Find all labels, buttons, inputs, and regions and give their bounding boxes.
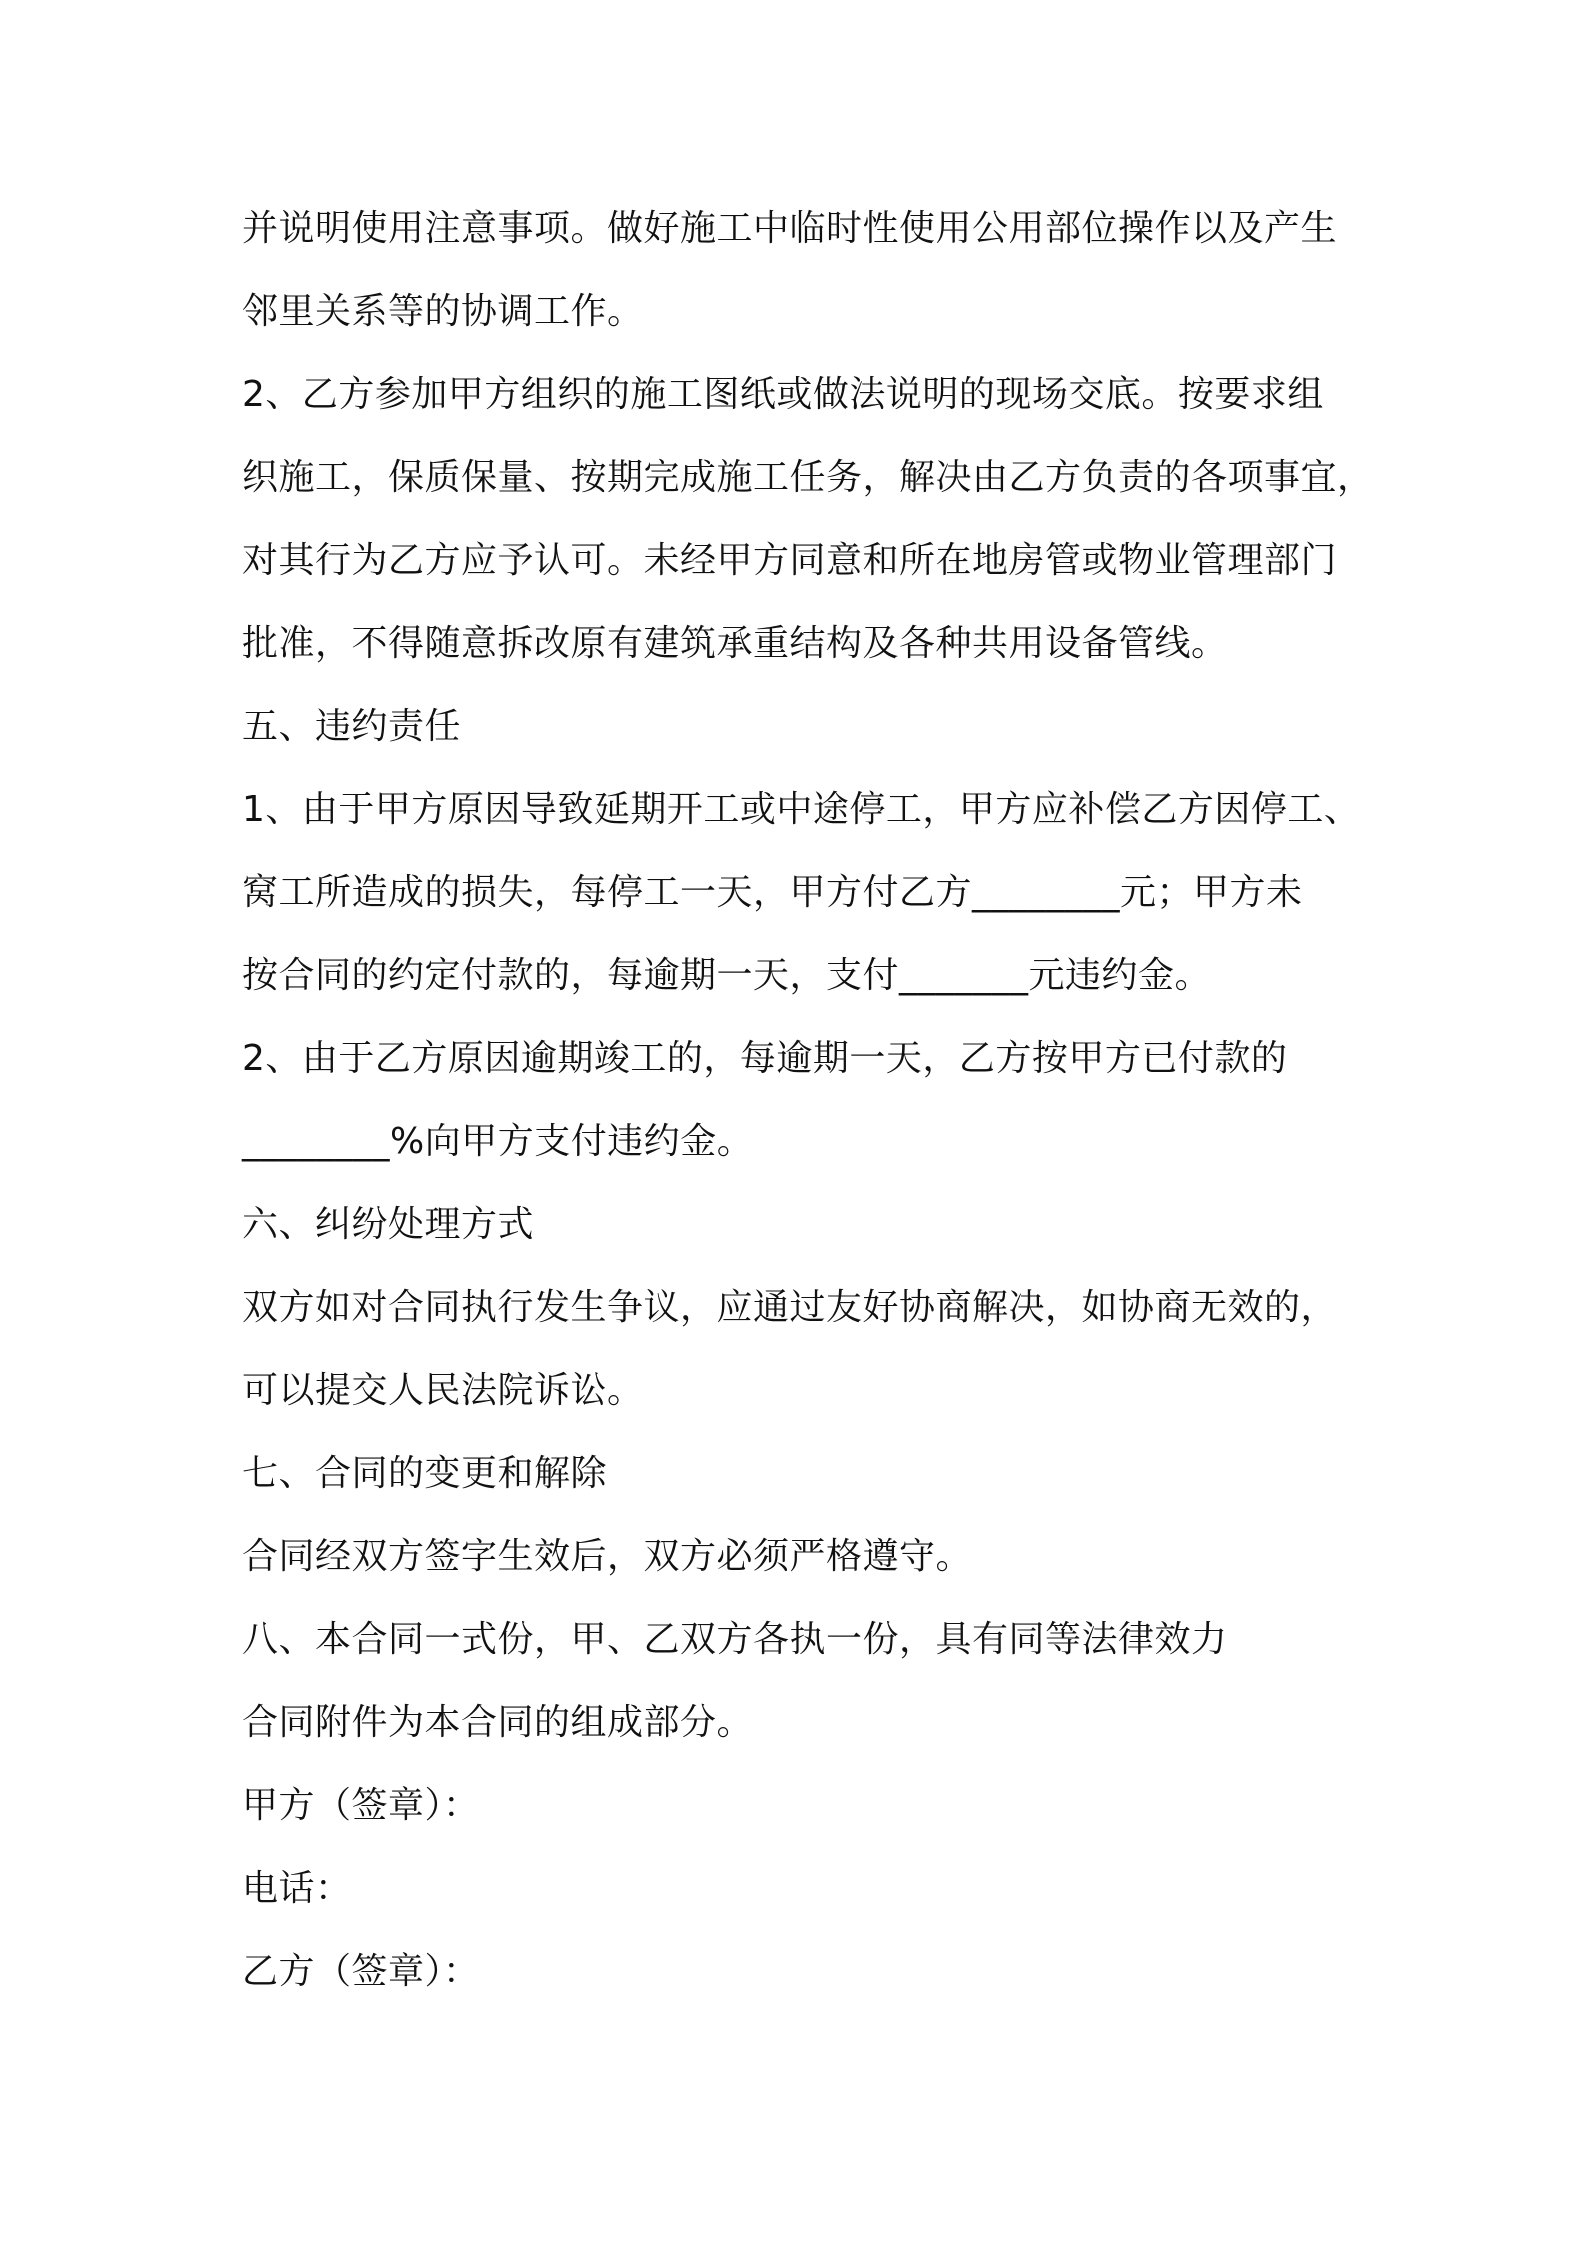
phone-field: 电话： xyxy=(242,1868,352,1909)
signature-field-party-b: 乙方（签章）： xyxy=(242,1951,480,1992)
section-heading: 七、合同的变更和解除 xyxy=(242,1453,608,1494)
text-line: 1、由于甲方原因导致延期开工或中途停工，甲方应补偿乙方因停工、 xyxy=(242,789,1361,830)
text-line: 窝工所造成的损失，每停工一天，甲方付乙方________元；甲方未 xyxy=(242,872,1303,913)
text-line: 按合同的约定付款的，每逾期一天，支付_______元违约金。 xyxy=(242,955,1212,996)
text-line: ________%向甲方支付违约金。 xyxy=(242,1121,754,1162)
section-heading: 八、本合同一式份，甲、乙双方各执一份，具有同等法律效力 xyxy=(242,1619,1228,1660)
signature-field-party-a: 甲方（签章）： xyxy=(242,1785,480,1826)
text-line: 批准，不得随意拆改原有建筑承重结构及各种共用设备管线。 xyxy=(242,623,1228,664)
text-line: 2、乙方参加甲方组织的施工图纸或做法说明的现场交底。按要求组 xyxy=(242,374,1324,415)
text-line: 并说明使用注意事项。做好施工中临时性使用公用部位操作以及产生 xyxy=(242,208,1338,249)
text-line: 邻里关系等的协调工作。 xyxy=(242,291,644,332)
text-line: 织施工，保质保量、按期完成施工任务，解决由乙方负责的各项事宜， xyxy=(242,457,1374,498)
text-line: 可以提交人民法院诉讼。 xyxy=(242,1370,644,1411)
text-line: 2、由于乙方原因逾期竣工的，每逾期一天，乙方按甲方已付款的 xyxy=(242,1038,1288,1079)
text-line: 对其行为乙方应予认可。未经甲方同意和所在地房管或物业管理部门 xyxy=(242,540,1338,581)
text-line: 双方如对合同执行发生争议，应通过友好协商解决，如协商无效的， xyxy=(242,1287,1338,1328)
text-line: 合同经双方签字生效后，双方必须严格遵守。 xyxy=(242,1536,973,1577)
section-heading: 五、违约责任 xyxy=(242,706,462,747)
section-heading: 六、纠纷处理方式 xyxy=(242,1204,535,1245)
text-line: 合同附件为本合同的组成部分。 xyxy=(242,1702,754,1743)
